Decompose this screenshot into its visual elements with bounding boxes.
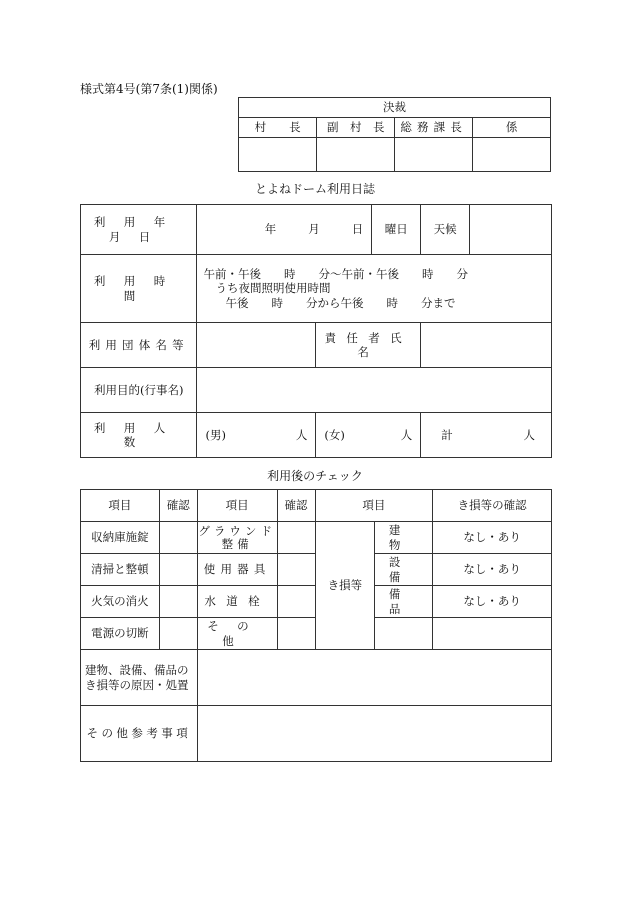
date-label: 利用年月日 [81,205,197,255]
check-title: 利用後のチェック [267,469,363,483]
day-unit: 日 [351,222,364,237]
check-item-ground: グラウンド整備 [197,522,277,554]
time-line-2: うち夜間照明使用時間 [215,281,331,296]
approval-stamp-deputy-mayor[interactable] [317,138,395,172]
damage-label: き損等 [315,522,375,650]
year-unit: 年 [264,222,277,237]
damage-status-blank[interactable] [433,618,552,650]
check-item-equipment-used: 使用器具 [197,554,277,586]
group-label: 利用団体名等 [81,323,197,368]
check-box-power[interactable] [159,618,197,650]
damage-status-facility[interactable]: なし・あり [433,554,552,586]
male-count-field[interactable] [197,413,316,458]
approval-table [238,97,551,172]
approval-col-deputy-mayor: 副 村 長 [317,118,395,138]
form-number: 様式第4号(第7条(1)関係) [80,82,218,96]
female-label: (女) [324,427,345,442]
damage-item-fixtures: 備品 [375,586,433,618]
weather-label: 天候 [421,205,470,255]
date-field[interactable] [197,205,372,255]
usage-table [80,204,552,458]
check-item-storage-lock: 収納庫施錠 [81,522,160,554]
responsible-label: 責任者氏名 [316,323,421,368]
female-unit: 人 [400,427,413,442]
purpose-field[interactable] [197,368,552,413]
purpose-label: 利用目的(行事名) [81,368,197,413]
time-line-1: 午前・午後 時 分〜午前・午後 時 分 [203,266,468,281]
total-unit: 人 [523,427,535,442]
time-label: 利用時間 [81,255,197,323]
approval-col-general-affairs: 総務課長 [395,118,473,138]
total-label: 計 [441,427,453,442]
check-box-storage-lock[interactable] [159,522,197,554]
approval-col-staff: 係 [473,118,551,138]
check-box-equipment-used[interactable] [277,554,315,586]
check-item-cleaning: 清掃と整頓 [81,554,160,586]
check-header-item-2: 項目 [197,490,277,522]
weather-field[interactable] [470,205,552,255]
check-item-other: その他 [197,618,277,650]
approval-stamp-general-affairs[interactable] [395,138,473,172]
approval-col-mayor: 村 長 [239,118,317,138]
month-unit: 月 [308,222,320,237]
damage-status-building[interactable]: なし・あり [433,522,552,554]
damage-item-building: 建物 [375,522,433,554]
check-box-cleaning[interactable] [159,554,197,586]
approval-stamp-mayor[interactable] [239,138,317,172]
check-item-water-tap: 水道栓 [197,586,277,618]
total-count-field[interactable] [421,413,552,458]
cause-label: 建物、設備、備品のき損等の原因・処置 [81,650,198,706]
damage-status-fixtures[interactable]: なし・あり [433,586,552,618]
approval-label: 決裁 [239,98,551,118]
male-unit: 人 [295,427,308,442]
check-item-fire: 火気の消火 [81,586,160,618]
check-header-confirm-2: 確認 [277,490,315,522]
page-title: とよねドーム利用日誌 [254,182,375,196]
approval-stamp-staff[interactable] [473,138,551,172]
notes-label: その他参考事項 [81,706,198,762]
check-header-item-3: 項目 [315,490,433,522]
damage-item-blank[interactable] [375,618,433,650]
check-header-item-1: 項目 [81,490,160,522]
group-field[interactable] [197,323,316,368]
check-box-other[interactable] [277,618,315,650]
male-label: (男) [205,427,226,442]
weekday-label: 曜日 [372,205,421,255]
count-label: 利用人数 [81,413,197,458]
check-box-fire[interactable] [159,586,197,618]
check-header-damage-confirm: き損等の確認 [433,490,552,522]
check-box-water-tap[interactable] [277,586,315,618]
cause-field[interactable] [197,650,551,706]
check-table [80,489,552,762]
damage-item-facility: 設備 [375,554,433,586]
female-count-field[interactable] [316,413,421,458]
notes-field[interactable] [197,706,551,762]
time-field[interactable] [197,255,552,323]
responsible-field[interactable] [421,323,552,368]
check-box-ground[interactable] [277,522,315,554]
time-line-3: 午後 時 分から午後 時 分まで [225,295,456,310]
check-header-confirm-1: 確認 [159,490,197,522]
check-item-power: 電源の切断 [81,618,160,650]
